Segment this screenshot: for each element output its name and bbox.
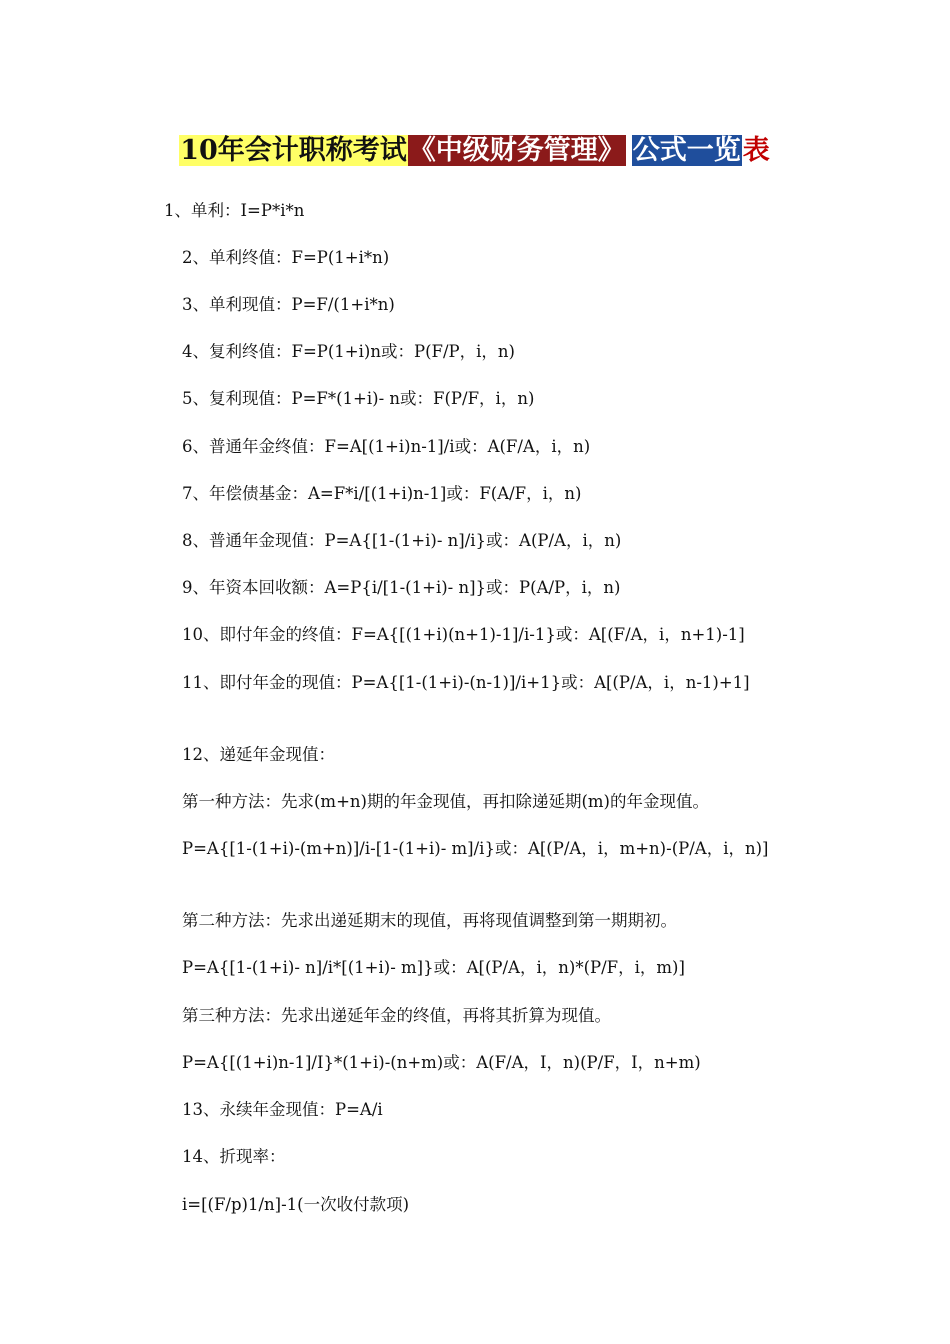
formula-line-12: 12、递延年金现值：: [182, 745, 335, 764]
title-part-exam: 10年会计职称考试: [180, 135, 407, 166]
document-title: [0, 132, 950, 170]
formula-line-4: 4、复利终值：F=P(1+i)n或：P(F/P，i，n): [182, 342, 515, 361]
method-2-formula: P=A{[1-(1+i)- n]/i*[(1+i)- m]}或：A[(P/A，i，n)*(P/F，i，m)]: [182, 958, 685, 977]
formula-line-11: 11、即付年金的现值：P=A{[1-(1+i)-(n-1)]/i+1}或：A[(P/A，i，n-1)+1]: [182, 673, 750, 692]
formula-line-6: 6、普通年金终值：F=A[(1+i)n-1]/i或：A(F/A，i，n): [182, 437, 591, 456]
method-1-text: 第一种方法：先求(m+n)期的年金现值，再扣除递延期(m)的年金现值。: [182, 792, 709, 811]
formula-line-14: 14、折现率：: [182, 1147, 286, 1166]
formula-line-13: 13、永续年金现值：P=A/i: [182, 1100, 383, 1119]
formula-line-9: 9、年资本回收额：A=P{i/[1-(1+i)- n]}或：P(A/P，i，n): [182, 578, 621, 597]
title-part-formula: 公式一览: [632, 135, 741, 166]
method-1-formula: P=A{[1-(1+i)-(m+n)]/i-[1-(1+i)- m]/i}或：A[(P/A，i，m+n)-(P/A，i，n)]: [182, 839, 769, 858]
formula-line-3: 3、单利现值：P=F/(1+i*n): [182, 295, 395, 314]
formula-line-8: 8、普通年金现值：P=A{[1-(1+i)- n]/i}或：A(P/A，i，n): [182, 531, 622, 550]
method-3-text: 第三种方法：先求出递延年金的终值，再将其折算为现值。: [182, 1006, 611, 1025]
method-3-formula: P=A{[(1+i)n-1]/I}*(1+i)-(n+m)或：A(F/A，I，n)(P/F，I，n+m): [182, 1053, 701, 1072]
method-2-text: 第二种方法：先求出递延期末的现值，再将现值调整到第一期期初。: [182, 911, 677, 930]
title-part-book: 《中级财务管理》: [408, 135, 625, 166]
formula-line-7: 7、年偿债基金：A=F*i/[(1+i)n-1]或：F(A/F，i，n): [182, 484, 582, 503]
discount-rate-formula: i=[(F/p)1/n]-1(一次收付款项): [182, 1195, 410, 1214]
formula-line-1: 1、单利：I=P*i*n: [164, 201, 305, 220]
formula-line-5: 5、复利现值：P=F*(1+i)- n或：F(P/F，i，n): [182, 389, 535, 408]
formula-line-10: 10、即付年金的终值：F=A{[(1+i)(n+1)-1]/i-1}或：A[(F/A，i，n+1)-1]: [182, 625, 745, 644]
formula-line-2: 2、单利终值：F=P(1+i*n): [182, 248, 390, 267]
title-part-table: 表: [742, 135, 770, 166]
